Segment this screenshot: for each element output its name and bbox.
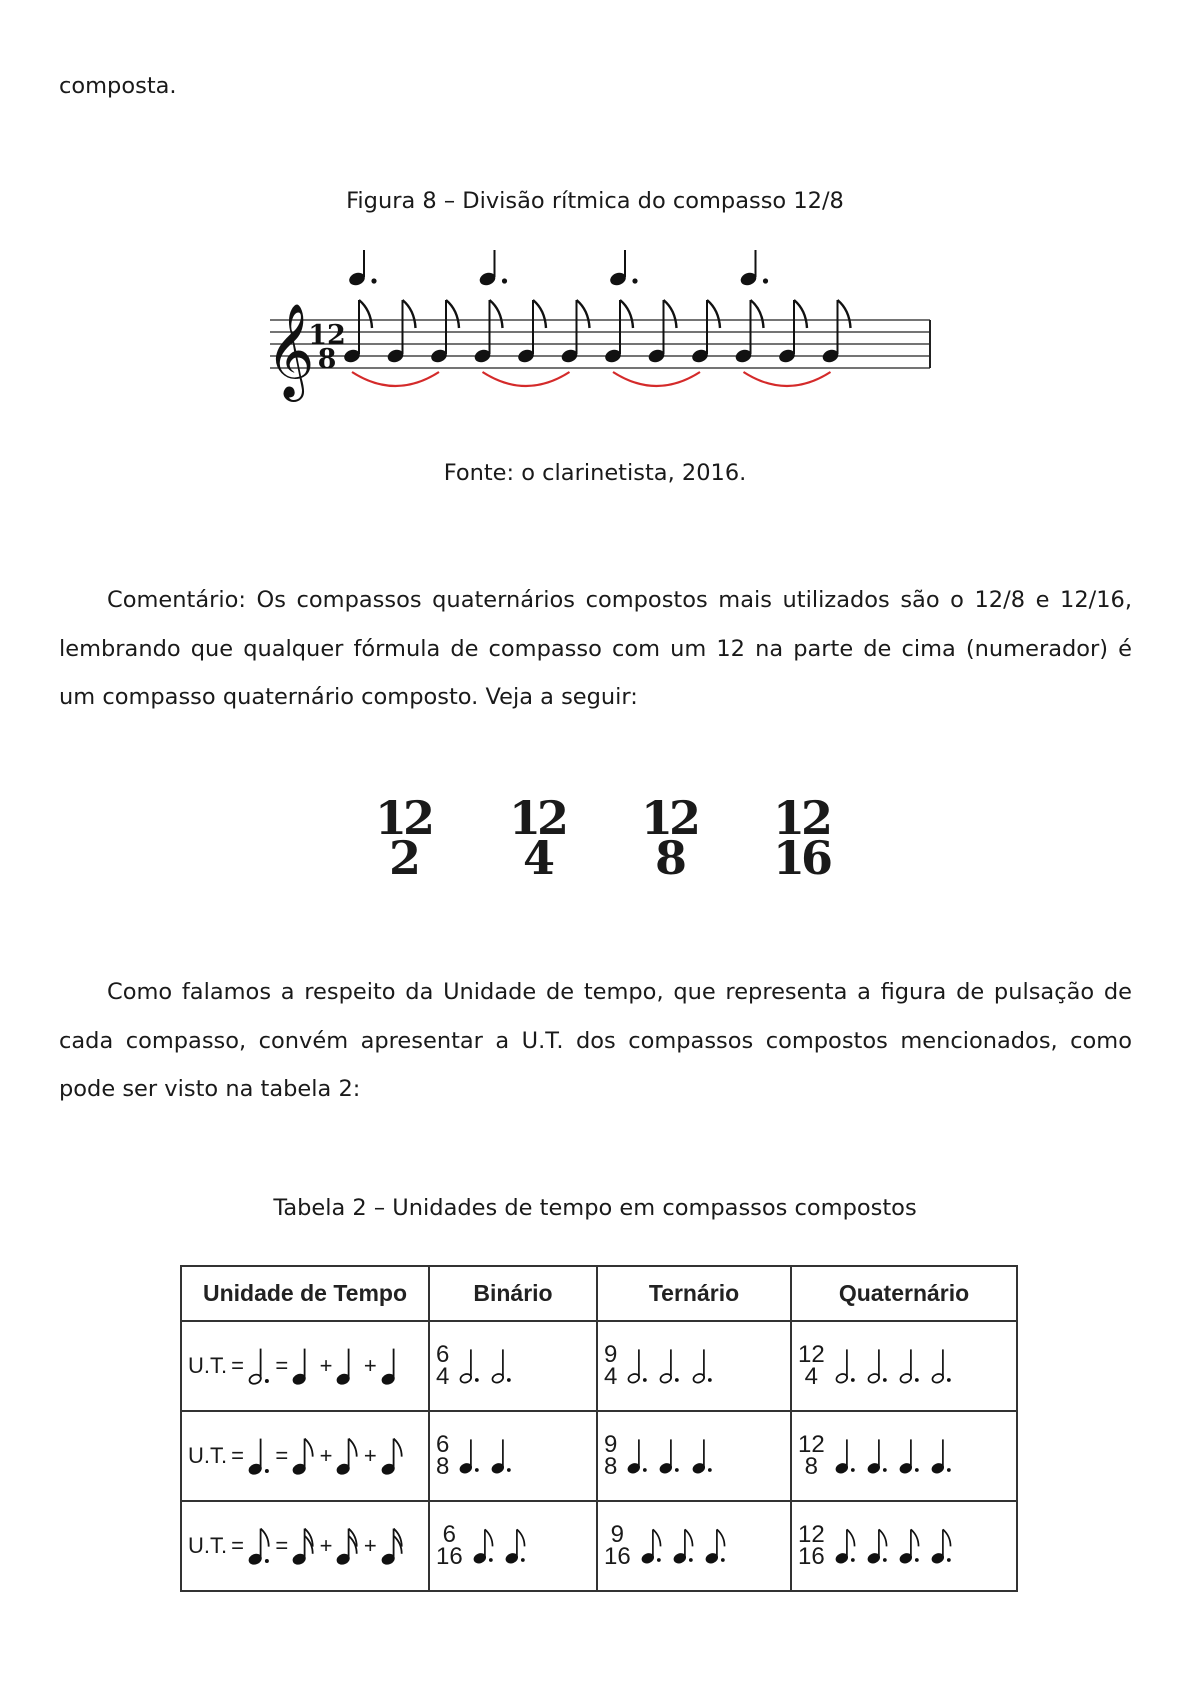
- table-row: [181, 1321, 1017, 1411]
- dotted-quarter-dot: [502, 278, 507, 283]
- dotted-eighth-note-icon: [899, 1526, 921, 1565]
- signature-cell: [597, 1501, 791, 1591]
- dotted-eighth-note-icon: [673, 1526, 695, 1565]
- dotted-half-note-icon: [835, 1346, 857, 1385]
- time-signature-numerator: 9: [610, 1521, 625, 1548]
- time-signature-12-4: [502, 791, 572, 885]
- time-signature: [798, 1521, 825, 1570]
- plus-sign: +: [363, 1532, 377, 1558]
- dotted-eighth-note-icon: [705, 1526, 727, 1565]
- time-signature-denominator: 8: [804, 1453, 819, 1480]
- time-signature-numerator: 12: [374, 791, 431, 845]
- equals-sign: =: [231, 1352, 244, 1378]
- dotted-eighth-note-icon: [835, 1526, 857, 1565]
- signature-cell: [791, 1321, 1017, 1411]
- dotted-quarter-note-icon: [899, 1436, 921, 1475]
- header-binario: Binário: [429, 1266, 597, 1321]
- dotted-half-note-icon: [899, 1346, 921, 1385]
- time-signature-numerator: 9: [604, 1341, 618, 1368]
- dotted-half-note-icon: [627, 1346, 649, 1385]
- time-signature-denominator: 2: [388, 831, 417, 885]
- quarter-note-icon: [336, 1345, 359, 1386]
- eighth-note-flag: [446, 300, 459, 328]
- time-signature: [604, 1431, 618, 1480]
- dotted-quarter-dot: [371, 278, 376, 283]
- signature-cell: [429, 1501, 597, 1591]
- time-signature-numerator: 6: [436, 1431, 450, 1458]
- plus-sign: +: [319, 1442, 333, 1468]
- dotted-half-note-icon: [931, 1346, 953, 1385]
- time-signature: [436, 1521, 463, 1570]
- top-text: composta.: [59, 73, 177, 99]
- dotted-quarter-note-icon: [627, 1436, 649, 1475]
- time-signature-numerator: 12: [798, 1341, 825, 1368]
- table-header-row: [181, 1266, 1017, 1321]
- time-signature-denominator: 4: [436, 1363, 450, 1390]
- table-row: [181, 1411, 1017, 1501]
- time-sig-bottom: 8: [317, 344, 337, 375]
- eighth-note-icon: [336, 1435, 359, 1476]
- quarter-note-icon: [381, 1345, 404, 1386]
- dotted-quarter-note-icon: [867, 1436, 889, 1475]
- dotted-quarter-note-icon: [835, 1436, 857, 1475]
- time-signature-numerator: 6: [442, 1521, 457, 1548]
- time-signature-numerator: 12: [508, 791, 565, 845]
- eighth-note-flag: [577, 300, 590, 328]
- time-signature-numerator: 9: [604, 1431, 618, 1458]
- dotted-half-note-icon: [248, 1345, 271, 1386]
- dotted-eighth-note-icon: [867, 1526, 889, 1565]
- time-signature-denominator: 4: [804, 1363, 819, 1390]
- time-signature-numerator: 6: [436, 1341, 450, 1368]
- table-row: [181, 1501, 1017, 1591]
- pulse-slur: [352, 372, 439, 386]
- header-ternario: Ternário: [597, 1266, 791, 1321]
- eighth-note-flag: [403, 300, 416, 328]
- pulse-slur: [744, 372, 831, 386]
- ut-label: U.T.: [188, 1352, 228, 1378]
- dotted-quarter-note-icon: [931, 1436, 953, 1475]
- time-signature-numerator: 12: [640, 791, 697, 845]
- time-signature: [798, 1431, 825, 1480]
- eighth-note-flag: [490, 300, 503, 328]
- time-signature-denominator: 8: [604, 1453, 618, 1480]
- signature-cell: [429, 1321, 597, 1411]
- dotted-eighth-note-icon: [931, 1526, 953, 1565]
- plus-sign: +: [319, 1532, 333, 1558]
- dotted-eighth-note-icon: [641, 1526, 663, 1565]
- time-signature-denominator: 4: [522, 831, 551, 885]
- eighth-note-flag: [533, 300, 546, 328]
- unit-cell: [181, 1411, 429, 1501]
- eighth-note-icon: [381, 1435, 404, 1476]
- dotted-half-note-icon: [659, 1346, 681, 1385]
- dotted-quarter-note-icon: [248, 1435, 271, 1476]
- figure-source: Fonte: o clarinetista, 2016.: [443, 460, 747, 486]
- ut-paragraph: Como falamos a respeito da Unidade de tempo, que representa a figura de pulsação de cada compasso, convém apresentar a U.T. dos compassos compostos mencionados, como pode ser visto na tabela 2:: [59, 979, 1132, 1102]
- dotted-half-note-icon: [459, 1346, 481, 1385]
- dotted-half-note-icon: [867, 1346, 889, 1385]
- equals-sign: =: [275, 1532, 289, 1558]
- header-unit: Unidade de Tempo: [181, 1266, 429, 1321]
- signature-cell: [791, 1501, 1017, 1591]
- treble-clef-icon: 𝄞: [266, 303, 315, 398]
- time-signature-denominator: 8: [436, 1453, 450, 1480]
- sixteenth-note-icon: [292, 1525, 315, 1566]
- time-signature-numerator: 12: [798, 1431, 825, 1458]
- eighth-note-flag: [707, 300, 720, 328]
- time-signature-numerator: 12: [798, 1521, 825, 1548]
- plus-sign: +: [319, 1352, 333, 1378]
- table-caption: Tabela 2 – Unidades de tempo em compassos compostos: [273, 1195, 917, 1221]
- dotted-eighth-note-icon: [473, 1526, 495, 1565]
- equals-sign: =: [275, 1352, 289, 1378]
- unit-cell: [181, 1501, 429, 1591]
- time-sig-top: 12: [308, 320, 346, 351]
- time-signature: [604, 1521, 631, 1570]
- rhythm-figure: [260, 250, 940, 430]
- plus-sign: +: [363, 1442, 377, 1468]
- time-signature: [436, 1431, 450, 1480]
- dotted-quarter-note-icon: [459, 1436, 481, 1475]
- time-signature-12-16: [766, 791, 836, 885]
- eighth-note-icon: [292, 1435, 315, 1476]
- pulse-slur: [613, 372, 700, 386]
- dotted-quarter-note-icon: [692, 1436, 714, 1475]
- time-signature-denominator: 16: [604, 1543, 631, 1570]
- signature-cell: [791, 1411, 1017, 1501]
- dotted-half-note-icon: [692, 1346, 714, 1385]
- time-signature: [436, 1341, 450, 1390]
- time-signature-denominator: 16: [798, 1543, 825, 1570]
- dotted-quarter-note-icon: [659, 1436, 681, 1475]
- comment-paragraph: Comentário: Os compassos quaternários compostos mais utilizados são o 12/8 e 12/16, lembrando que qualquer fórmula de compasso com um 12 na parte de cima (numerador) é um compasso quaternário composto. Veja a seguir:: [59, 587, 1132, 710]
- quarter-note-icon: [292, 1345, 315, 1386]
- sixteenth-note-icon: [336, 1525, 359, 1566]
- time-signature-numerator: 12: [772, 791, 829, 845]
- sixteenth-note-icon: [381, 1525, 404, 1566]
- eighth-note-flag: [838, 300, 851, 328]
- eighth-note-flag: [620, 300, 633, 328]
- signature-cell: [429, 1411, 597, 1501]
- time-signature-denominator: 4: [604, 1363, 618, 1390]
- header-quaternario: Quaternário: [791, 1266, 1017, 1321]
- unit-cell: [181, 1321, 429, 1411]
- time-signature: [798, 1341, 825, 1390]
- eighth-note-flag: [794, 300, 807, 328]
- time-signature-12-2: [368, 791, 438, 885]
- equals-sign: =: [275, 1442, 289, 1468]
- dotted-quarter-note-icon: [491, 1436, 513, 1475]
- dotted-eighth-note-icon: [505, 1526, 527, 1565]
- equals-sign: =: [231, 1442, 244, 1468]
- dotted-quarter-dot: [632, 278, 637, 283]
- dotted-eighth-note-icon: [248, 1525, 271, 1566]
- time-signature-denominator: 16: [772, 831, 829, 885]
- ut-table: [180, 1265, 1018, 1592]
- eighth-note-flag: [751, 300, 764, 328]
- equals-sign: =: [231, 1532, 244, 1558]
- time-signature-denominator: 16: [436, 1543, 463, 1570]
- eighth-note-flag: [664, 300, 677, 328]
- ut-label: U.T.: [188, 1532, 228, 1558]
- time-signature: [604, 1341, 618, 1390]
- signature-cell: [597, 1321, 791, 1411]
- signature-cell: [597, 1411, 791, 1501]
- figure-caption: Figura 8 – Divisão rítmica do compasso 12/8: [346, 188, 844, 214]
- pulse-slur: [483, 372, 570, 386]
- dotted-quarter-dot: [763, 278, 768, 283]
- time-signature-denominator: 8: [654, 831, 683, 885]
- plus-sign: +: [363, 1352, 377, 1378]
- dotted-half-note-icon: [491, 1346, 513, 1385]
- eighth-note-flag: [359, 300, 372, 328]
- ut-label: U.T.: [188, 1442, 228, 1468]
- time-signature-12-8: [634, 791, 704, 885]
